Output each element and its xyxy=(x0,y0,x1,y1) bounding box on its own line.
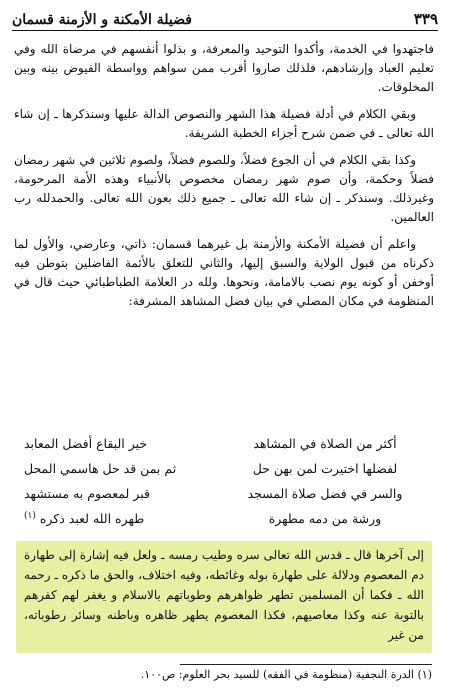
paragraph: فاجتهدوا في الخدمة، وأكدوا التوحيد والمعرفة، و بذلوا أنفسهم في مرضاة الله وفي تعليم العباد وإرشادهم، فلذلك صاروا أقرب ممن سواهم وواسطة الفيوض بينه وبين المخلوقات. xyxy=(14,42,434,94)
verse-second-hemistich xyxy=(24,511,214,526)
paragraph: واعلم أن فضيلة الأمكنة والأزمنة بل غيرهما قسمان: ذاتي، وعارضي، والأول لما ذكرناه من قبول الولاية والسبق إليها، والثاني للتعلق بالأئمة الفاضلين بتوطن فيه أوخفن أو كونه يوم نصب بالامامة، ونحوها. ولله در العلامة الطباطبائي حيث قال في المنظومة في مكان المصلي في بيان فضل المشاهد المشرفة: xyxy=(14,237,434,308)
verse-text: طهره الله لعبد ذكره xyxy=(39,511,145,527)
poem-verse xyxy=(24,431,420,456)
running-header xyxy=(12,6,438,28)
paragraph: وكذا بقي الكلام في أن الجوع فضلاً، وللصوم فضلاً، ولصوم ثلاثين في شهر رمضان فضلاً وحكمة، وأن صوم شهر رمضان مخصوص بالأنبياء وهذه الأمة المرحومة، وغيرذلك. وسنذكر ـ إن شاء الله تعالى ـ جميع ذلك بعون الله تعالى. والحمدلله رب العالمين. xyxy=(14,153,434,224)
verse-first-hemistich: ورشة من دمه مطهرة xyxy=(268,511,382,526)
header-rule xyxy=(12,30,438,31)
poem-verse xyxy=(24,506,420,531)
page-number: ٣٣٩ xyxy=(413,10,438,28)
footnote-marker: (١) xyxy=(24,510,36,521)
paragraph: وبقي الكلام في أدلة فضيلة هذا الشهر والنصوص الدالة عليها وسنذكرها ـ إن شاء الله تعالى ـ في ضمن شرح أجزاء الخطبة الشريفة. xyxy=(14,107,434,140)
poem-verse xyxy=(24,456,420,481)
verse-first-hemistich: لفضلها اختيرت لمن بهن حل xyxy=(252,461,398,476)
footnote-rule xyxy=(180,664,432,665)
highlighted-passage: إلى آخرها قال ـ قدس الله تعالى سره وطيب رمسه ـ ولعل فيه إشارة إلى طهارة دم المعصوم ودلالة على طهارة بوله وغائطه، وفيه اختلاف، والحق ما ذكره ـ رحمه الله ـ فكما أن المسلمين تطهر ظواهرهم وطوباتهم بالاسلام و يغفر لهم كفرهم بالتوبة عنه وكذا معاصيهم، فكذا المعصوم يطهر ظاهره وباطنه وسائر رطوباته، من غير xyxy=(16,541,432,653)
verse-second-hemistich: قبر لمعصوم به مستشهد xyxy=(24,486,150,501)
footnote: (١) الدرة النجفية (منظومة في الفقه) للسيد بحر العلوم: ص١٠٠. xyxy=(140,668,432,681)
verse-second-hemistich: ثم بمن قد حل هاسمي المحل xyxy=(24,461,177,476)
poem xyxy=(24,431,420,541)
verse-second-hemistich: خير البقاع أفضل المعابد xyxy=(24,436,148,451)
verse-first-hemistich: أكثر من الصلاة في المشاهد xyxy=(253,436,397,451)
verse-first-hemistich: والسر في فضل صلاة المسجد xyxy=(247,486,403,501)
main-text xyxy=(14,40,434,319)
poem-verse xyxy=(24,481,420,506)
running-title: فضيلة الأمكنة و الأزمنة قسمان xyxy=(12,12,192,28)
